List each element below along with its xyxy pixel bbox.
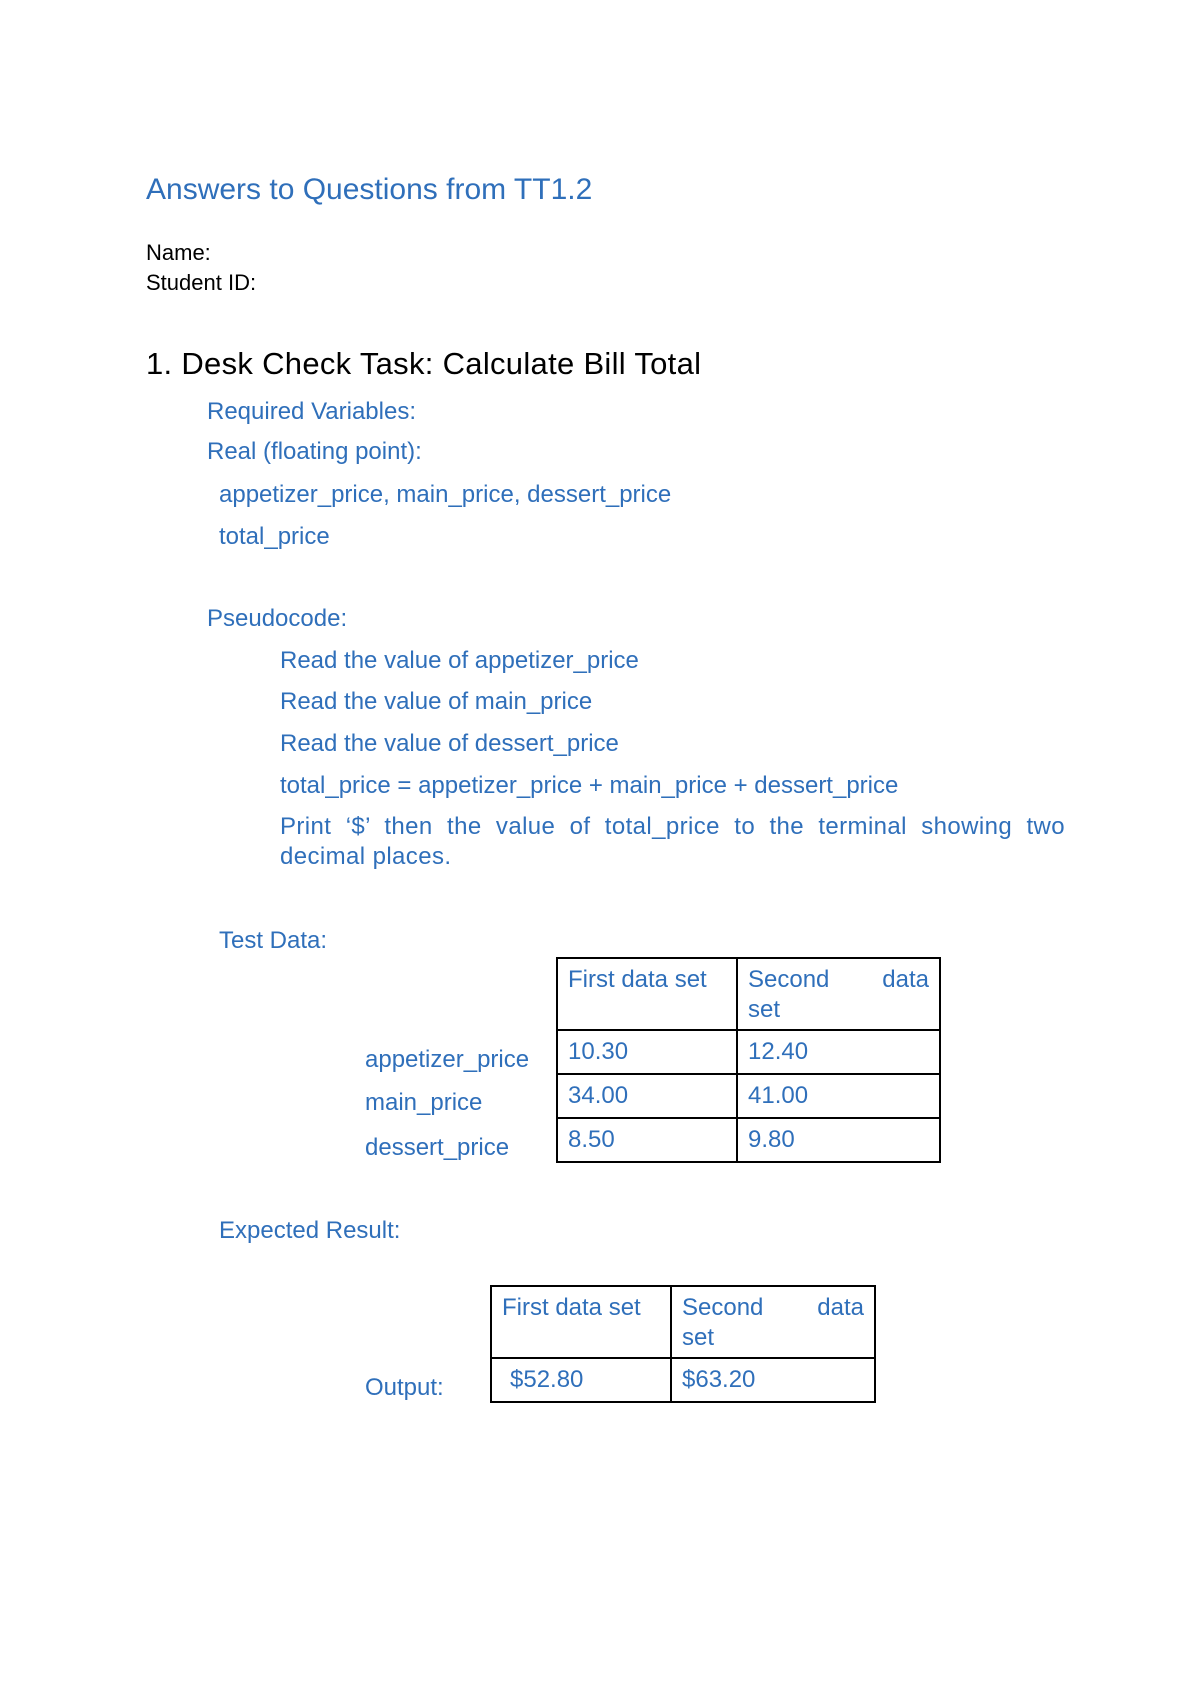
pseudocode-line: total_price = appetizer_price + main_price + dessert_price: [280, 772, 899, 799]
row-label-appetizer-price: appetizer_price: [365, 1046, 530, 1073]
pseudocode-line: Read the value of dessert_price: [280, 730, 619, 757]
variables-line-2: total_price: [219, 523, 330, 550]
document-title: Answers to Questions from TT1.2: [146, 173, 593, 206]
pseudocode-line: Read the value of main_price: [280, 688, 593, 715]
table-row: [557, 1074, 940, 1118]
header-second-word: Second: [682, 1294, 764, 1321]
cell-output-second: $63.20: [671, 1358, 875, 1402]
real-type-label: Real (floating point):: [207, 438, 422, 465]
row-label-dessert-price: dessert_price: [365, 1134, 510, 1161]
pseudocode-line: Read the value of appetizer_price: [280, 647, 639, 674]
test-data-table: [556, 957, 941, 1163]
cell-main-second: 41.00: [737, 1074, 940, 1118]
table-row: [491, 1358, 875, 1402]
header-second-data-set: [671, 1286, 875, 1358]
variables-line-1: appetizer_price, main_price, dessert_price: [219, 481, 672, 508]
header-data-word: data: [817, 1294, 864, 1321]
header-second-word: Second: [748, 966, 830, 993]
table-header-row: [557, 958, 940, 1030]
test-data-label: Test Data:: [219, 927, 328, 954]
output-label: Output:: [365, 1374, 444, 1401]
name-label: Name:: [146, 240, 211, 265]
header-second-data-set: [737, 958, 940, 1030]
cell-main-first: 34.00: [557, 1074, 737, 1118]
student-id-label: Student ID:: [146, 270, 257, 295]
header-first-data-set: [491, 1286, 671, 1358]
table-row: [557, 1030, 940, 1074]
table-row: [557, 1118, 940, 1162]
cell-output-first: $52.80: [491, 1358, 671, 1402]
expected-result-table: [490, 1285, 876, 1403]
header-set-word: set: [682, 1324, 715, 1351]
pseudocode-line: Print ‘$’ then the value of total_price to the terminal showing two decimal places.: [280, 813, 1065, 870]
cell-dessert-first: 8.50: [557, 1118, 737, 1162]
required-variables-label: Required Variables:: [207, 398, 417, 425]
cell-appetizer-first: 10.30: [557, 1030, 737, 1074]
table-header-row: [491, 1286, 875, 1358]
header-first-label: First data set: [568, 966, 707, 993]
cell-appetizer-second: 12.40: [737, 1030, 940, 1074]
header-first-data-set: [557, 958, 737, 1030]
header-first-label: First data set: [502, 1294, 641, 1321]
row-label-main-price: main_price: [365, 1089, 483, 1116]
header-set-word: set: [748, 996, 781, 1023]
header-data-word: data: [882, 966, 929, 993]
cell-dessert-second: 9.80: [737, 1118, 940, 1162]
task-heading: 1. Desk Check Task: Calculate Bill Total: [146, 346, 702, 381]
pseudocode-label: Pseudocode:: [207, 605, 348, 632]
expected-result-label: Expected Result:: [219, 1217, 401, 1244]
